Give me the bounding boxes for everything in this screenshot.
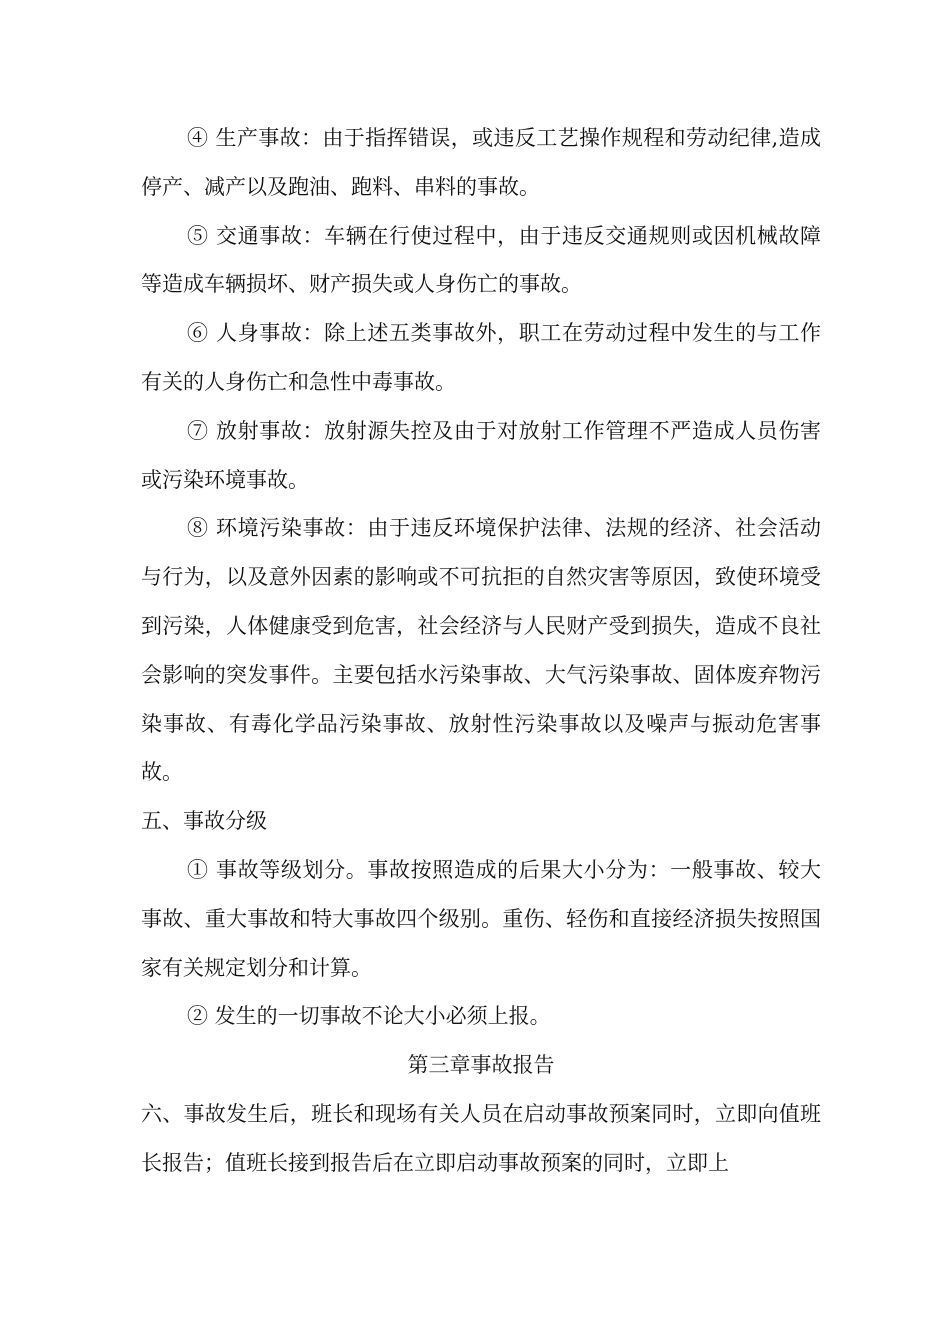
paragraph-traffic-accident: ⑤ 交通事故：车辆在行使过程中，由于违反交通规则或因机械故障等造成车辆损坏、财产损失或人身伤亡的事故。 <box>141 223 821 297</box>
paragraph-pollution-accident: ⑧ 环境污染事故：由于违反环境保护法律、法规的经济、社会活动与行为，以及意外因素的影响或不可抗拒的自然灾害等原因，致使环境受到污染，人体健康受到危害，社会经济与人民财产受到损失，造成不良社会影响的突发事件。主要包括水污染事故、大气污染事故、固体废弃物污染事故、有毒化学品污染事故、放射性污染事故以及噪声与振动危害事故。 <box>141 516 821 785</box>
section-heading-accident-grading: 五、事故分级 <box>141 809 267 834</box>
paragraph-grade-division: ① 事故等级划分。事故按照造成的后果大小分为：一般事故、较大事故、重大事故和特大事故四个级别。重伤、轻伤和直接经济损失按照国家有关规定划分和计算。 <box>141 857 821 980</box>
paragraph-production-accident: ④ 生产事故：由于指挥错误，或违反工艺操作规程和劳动纪律,造成停产、减产以及跑油、跑料、串料的事故。 <box>141 126 821 199</box>
paragraph-radiation-accident: ⑦ 放射事故：放射源失控及由于对放射工作管理不严造成人员伤害或污染环境事故。 <box>141 418 821 492</box>
paragraph-report-procedure: 六、事故发生后，班长和现场有关人员在启动事故预案同时，立即向值班长报告；值班长接到报告后在立即启动事故预案的同时，立即上 <box>141 1101 821 1175</box>
document-body <box>141 114 821 1188</box>
paragraph-personal-accident: ⑥ 人身事故：除上述五类事故外，职工在劳动过程中发生的与工作有关的人身伤亡和急性中毒事故。 <box>141 321 821 394</box>
paragraph-must-report: ② 发生的一切事故不论大小必须上报。 <box>187 1004 551 1029</box>
chapter-title: 第三章事故报告 <box>407 1053 555 1078</box>
